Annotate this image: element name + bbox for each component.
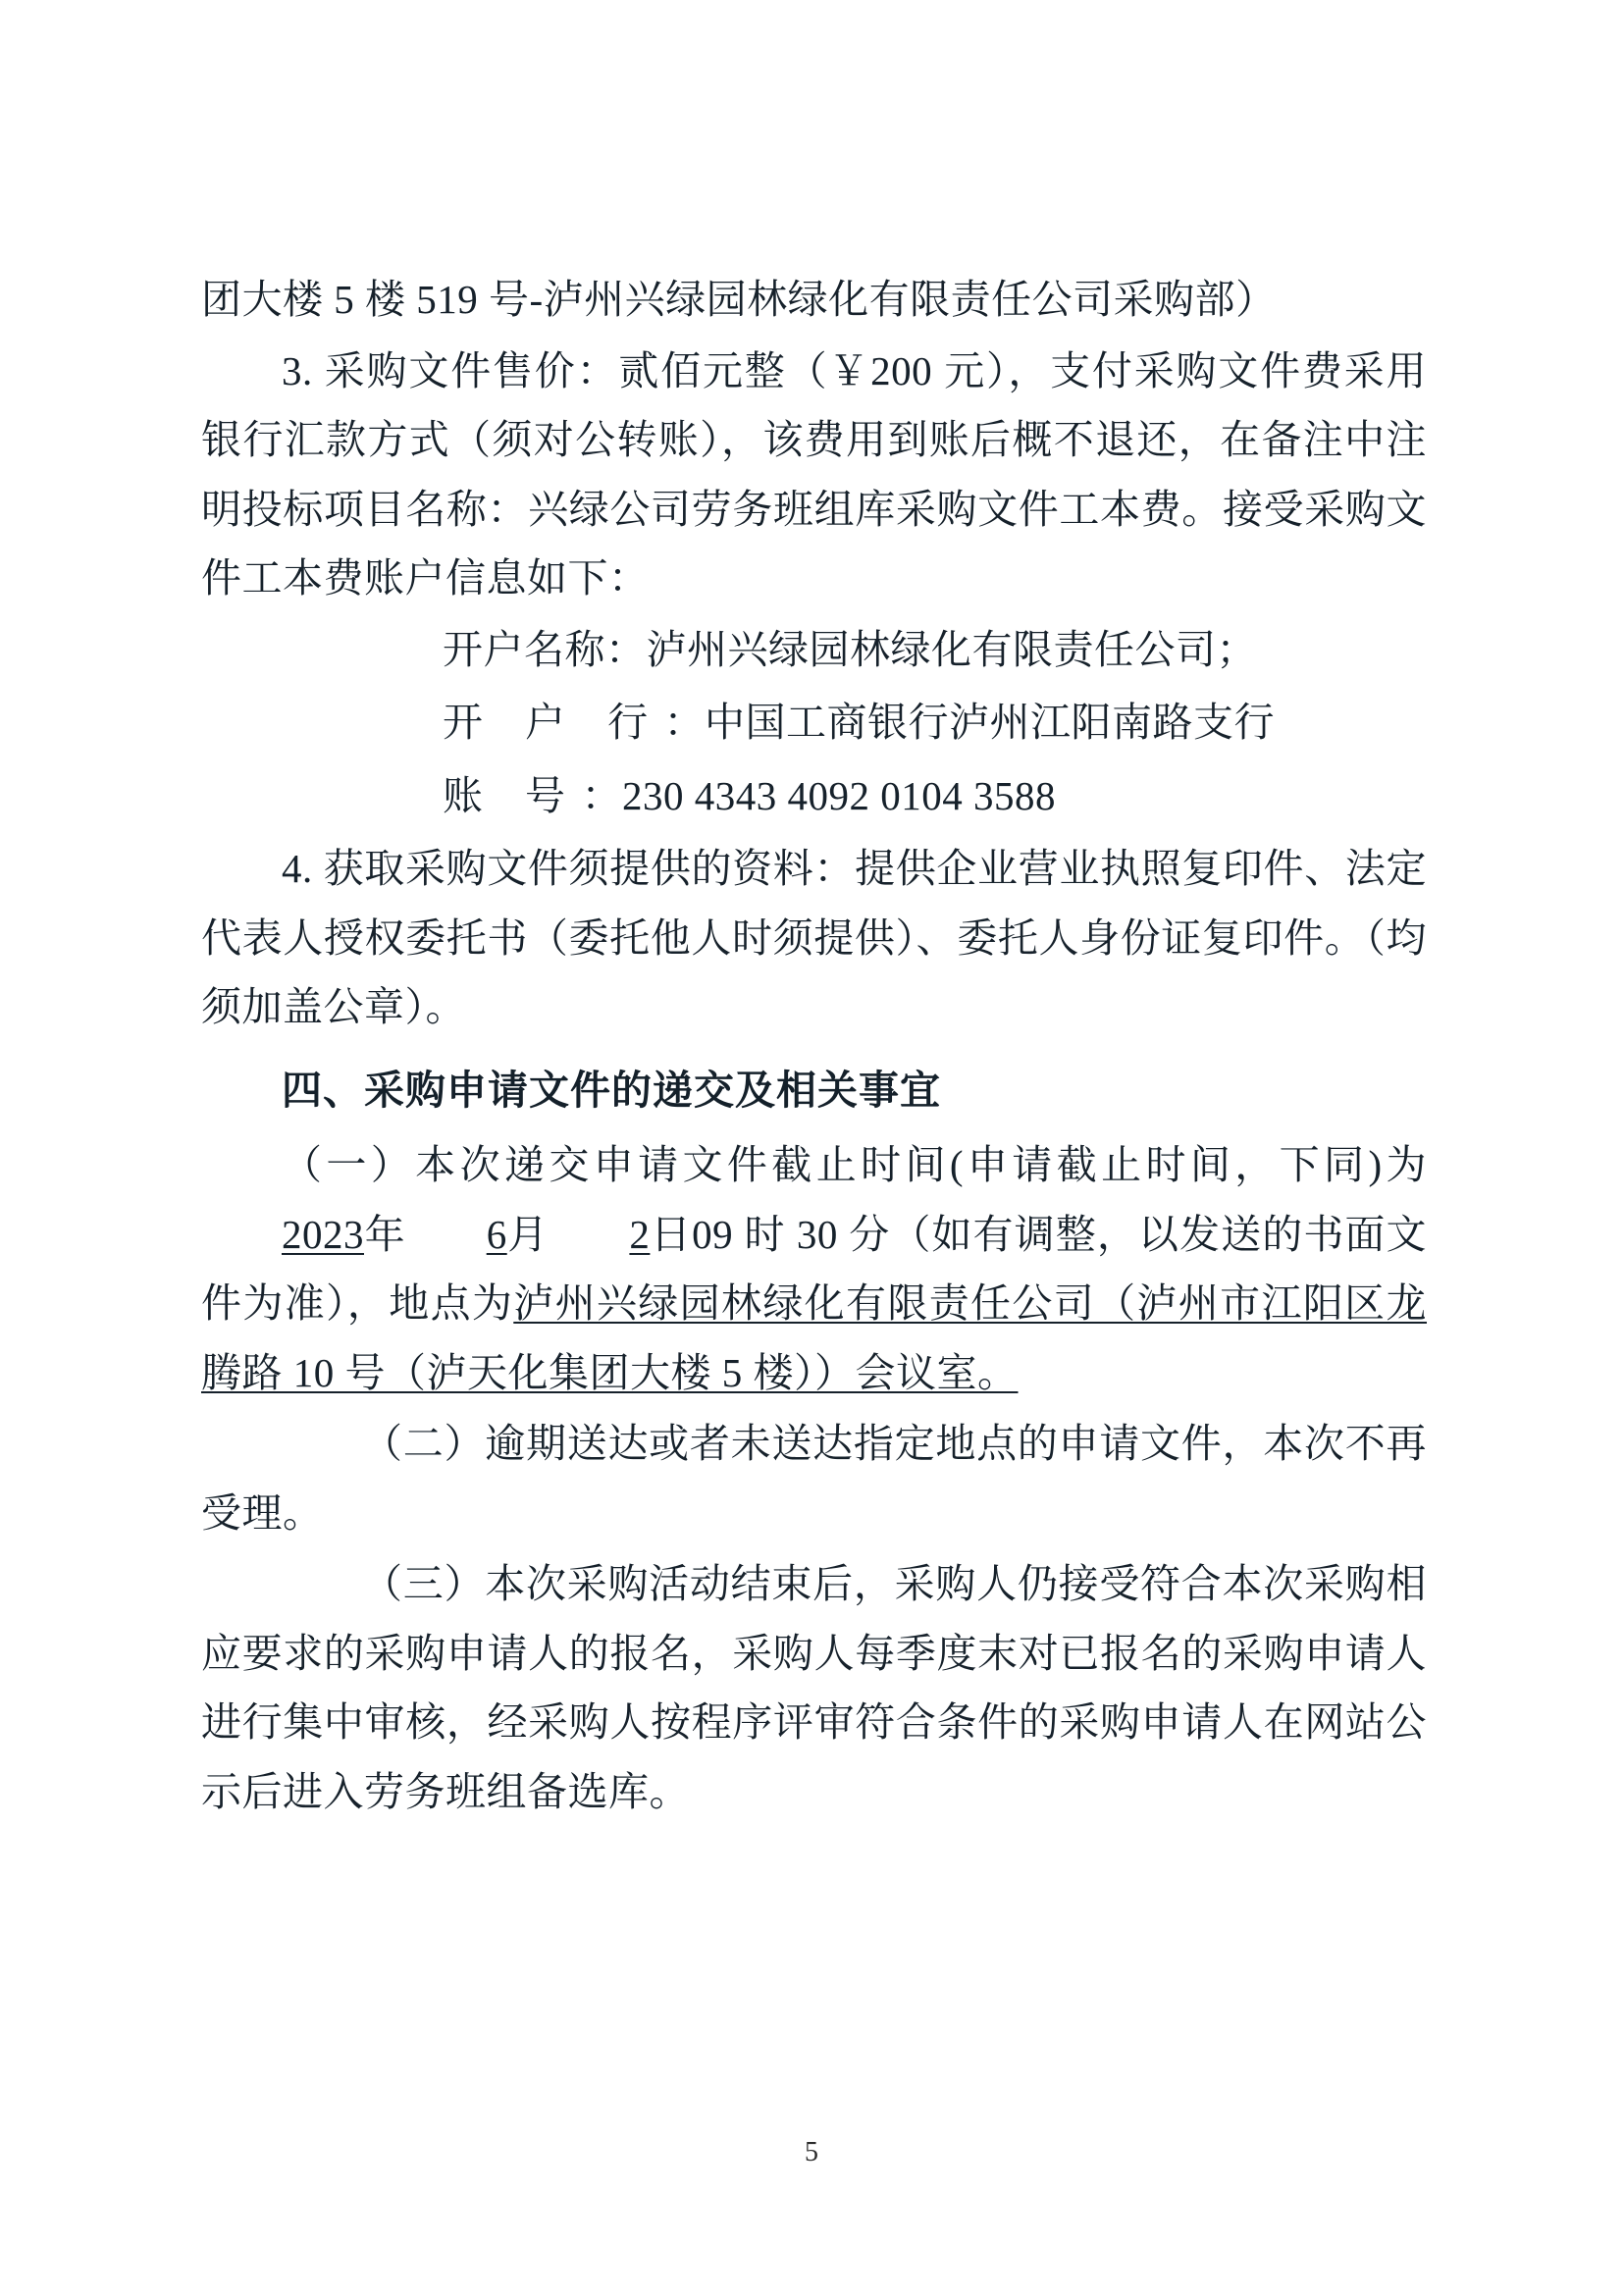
section-heading-four: 四、采购申请文件的递交及相关事宜 [282, 1066, 941, 1114]
page-number: 5 [805, 2137, 818, 2167]
deadline-month: 6 [486, 1211, 507, 1257]
deadline-year: 2023 [282, 1211, 364, 1257]
account-name-label: 开户名称 [443, 626, 605, 672]
clause-one [201, 1130, 1427, 1407]
account-name-line [201, 615, 1427, 685]
deadline-day: 2 [629, 1211, 651, 1257]
account-number-label: 账 号 [443, 772, 582, 818]
account-bank-colon: ： [663, 700, 705, 746]
account-number-line [201, 761, 1427, 831]
document-body [201, 265, 1427, 1826]
clause-two: （二）逾期送达或者未送达指定地点的申请文件，本次不再受理。 [201, 1421, 1427, 1536]
account-bank-line [201, 688, 1427, 757]
account-name-value: 泸州兴绿园林绿化有限责任公司； [646, 626, 1257, 672]
account-bank-value: 中国工商银行泸州江阳南路支行 [705, 700, 1275, 746]
paragraph-address-tail: 团大楼 5 楼 519 号-泸州兴绿园林绿化有限责任公司采购部） [201, 277, 1277, 322]
clause-one-tail: （如有调整，以发送的书面文件为准），地点为 [201, 1211, 1428, 1327]
deadline-place: 泸州兴绿园林绿化有限责任公司（泸州市江阳区龙腾路 10 号（泸天化集团大楼 5 楼））会议室。 [201, 1280, 1428, 1395]
clause-three: （三）本次采购活动结束后，采购人仍接受符合本次采购相应要求的采购申请人的报名，采购人每季度末对已报名的采购申请人进行集中审核，经采购人按程序评审符合条件的采购申请人在网站公示后进入劳务班组备选库。 [201, 1561, 1427, 1814]
deadline-month-unit: 月 [506, 1211, 550, 1257]
account-number-colon: ： [581, 772, 622, 818]
clause-one-lead: （一）本次递交申请文件截止时间(申请截止时间，下同)为 [282, 1142, 1427, 1188]
account-number-value: 230 4343 4092 0104 3588 [621, 772, 1056, 818]
account-bank-label: 开 户 行 [443, 700, 664, 746]
paragraph-item-3: 3. 采购文件售价：贰佰元整（￥200 元），支付采购文件费采用银行汇款方式（须对公转账），该费用到账后概不退还，在备注中注明投标项目名称：兴绿公司劳务班组库采购文件工本费。接受采购文件工本费账户信息如下： [201, 347, 1427, 601]
deadline-year-unit: 年 [364, 1211, 406, 1257]
account-name-colon: ： [605, 626, 647, 672]
deadline-day-unit: 日 [650, 1211, 693, 1257]
deadline-time: 09 时 30 分 [692, 1211, 891, 1257]
paragraph-item-4: 4. 获取采购文件须提供的资料：提供企业营业执照复印件、法定代表人授权委托书（委托他人时须提供）、委托人身份证复印件。（均须加盖公章）。 [201, 846, 1427, 1030]
